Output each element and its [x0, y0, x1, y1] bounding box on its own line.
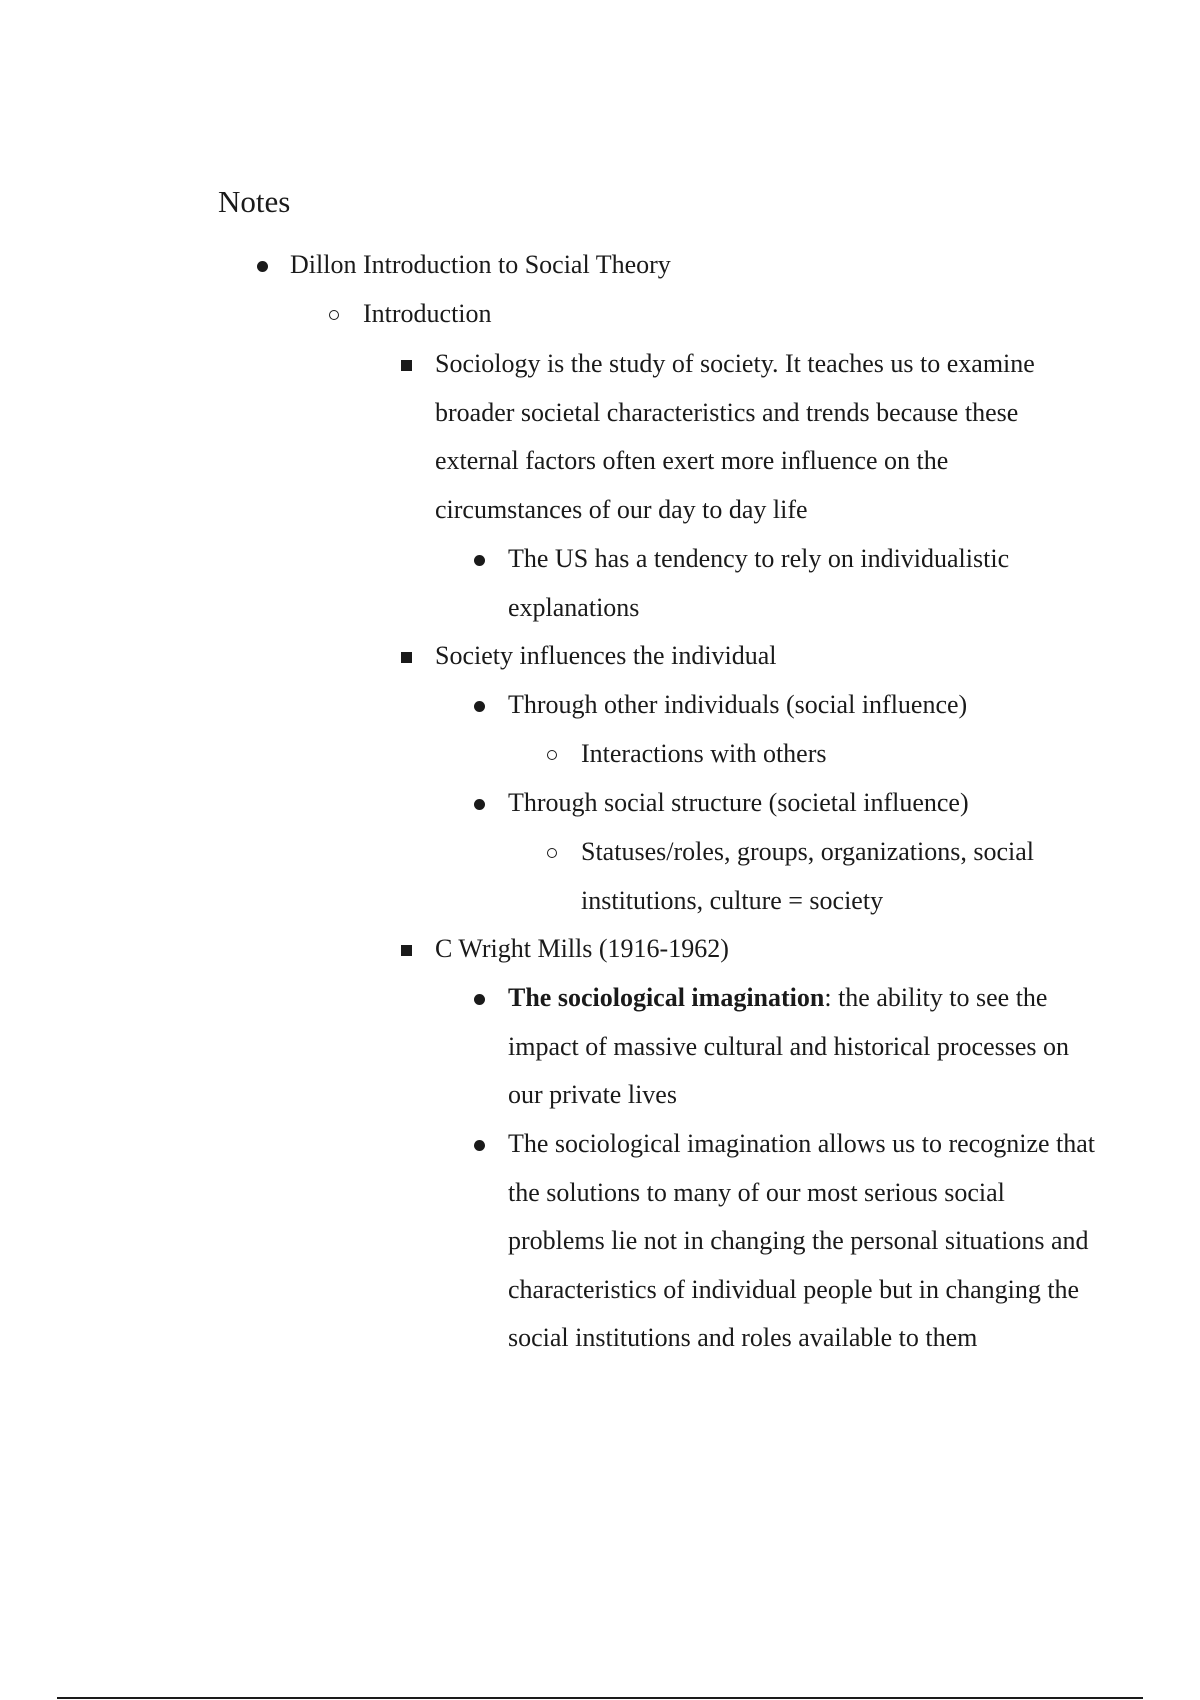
bullet-disc-icon [474, 555, 485, 566]
bullet-disc-icon [474, 994, 485, 1005]
list-item-interactions: Interactions with others [581, 739, 827, 768]
bullet-square-icon [401, 652, 412, 663]
list-item-dillon: Dillon Introduction to Social Theory [290, 250, 671, 279]
list-item-us-individualistic: The US has a tendency to rely on individualistic explanations [508, 544, 1010, 622]
list-item-imagination-allows: The sociological imagination allows us to recognize that the solutions to many of our most serious social problems lie not in changing the personal situations and characteristics of individual people but in changing the social institutions and roles available to them [508, 1129, 1096, 1352]
bullet-disc-icon [474, 1140, 485, 1151]
list-item-imagination-definition [508, 974, 1088, 1120]
bullet-circle-icon [547, 848, 557, 858]
list-item-statuses: Statuses/roles, groups, organizations, social institutions, culture = society [581, 837, 1035, 915]
bullet-circle-icon [547, 750, 557, 760]
bullet-disc-icon [474, 799, 485, 810]
list-item-through-structure: Through social structure (societal influence) [508, 788, 969, 817]
bullet-disc-icon [474, 701, 485, 712]
bullet-circle-icon [329, 310, 339, 320]
list-item-mills: C Wright Mills (1916-1962) [435, 934, 729, 963]
page-bottom-rule [57, 1697, 1143, 1699]
bullet-disc-icon [257, 261, 268, 272]
imagination-definition-text: : the ability to see the impact of massive cultural and historical processes on our private lives [508, 983, 1070, 1109]
bullet-square-icon [401, 945, 412, 956]
list-item-society-influences: Society influences the individual [435, 641, 777, 670]
list-item-introduction: Introduction [363, 299, 492, 328]
term-sociological-imagination: The sociological imagination [508, 983, 825, 1012]
list-item-through-individuals: Through other individuals (social influence) [508, 690, 968, 719]
bullet-square-icon [401, 360, 412, 371]
page-title: Notes [218, 184, 291, 219]
list-item-sociology-definition: Sociology is the study of society. It teaches us to examine broader societal characteristics and trends because these external factors often exert more influence on the circumstances of our day to day life [435, 349, 1035, 524]
